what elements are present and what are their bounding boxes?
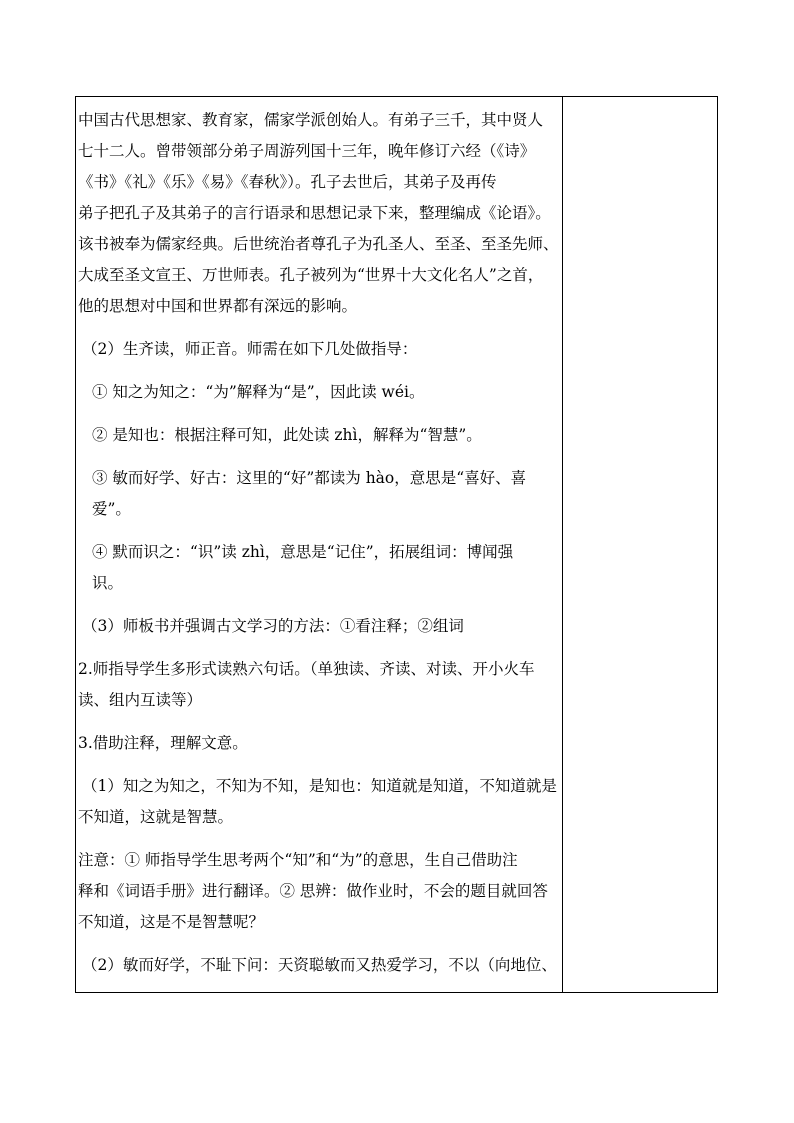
intro-line: 大成至圣文宣王、万世师表。孔子被列为“世界十大文化名人”之首， [78,266,544,284]
attention-line: 不知道，这是不是智慧呢？ [78,913,265,931]
step-2-text: （2）生齐读，师正音。师需在如下几处做指导： [82,340,418,358]
intro-line: 该书被奉为儒家经典。后世统治者尊孔子为孔圣人、至圣、至圣先师、 [78,235,559,253]
note-3-line: ③ 敏而好学、好古：这里的“好”都读为 hào，意思是“喜好、喜 [92,469,527,487]
attention-note [78,845,562,938]
item-2-line: 读、组内互读等） [78,691,203,709]
lesson-content-cell [76,97,563,992]
notes-cell [563,97,717,992]
note-1-text: ① 知之为知之：“为”解释为“是”，因此读 wéi。 [92,383,425,401]
sub-2-text: （2）敏而好学，不耻下问：天资聪敏而又热爱学习，不以（向地位、 [82,956,557,974]
note-3 [78,463,562,525]
step-3-text: （3）师板书并强调古文学习的方法：①看注释；②组词 [82,617,464,635]
intro-line: 弟子把孔子及其弟子的言行语录和思想记录下来，整理编成《论语》。 [78,204,551,222]
intro-paragraph [78,105,562,322]
attention-line: 释和《词语手册》进行翻译。② 思辨：做作业时，不会的题目就回答 [78,882,548,900]
sub-1 [78,771,562,833]
attention-line: 注意：① 师指导学生思考两个“知”和“为”的意思，生自己借助注 [78,851,518,869]
note-4 [78,537,562,599]
lesson-table [75,96,718,993]
item-2-line: 2.师指导学生多形式读熟六句话。（单独读、齐读、对读、开小火车 [78,660,535,678]
intro-line: 《书》《礼》《乐》《易》《春秋》）。孔子去世后，其弟子及再传 [78,173,497,191]
note-2-text: ② 是知也：根据注释可知，此处读 zhì，解释为“智慧”。 [92,426,482,444]
item-2 [78,654,562,716]
note-4-line: 识。 [92,574,124,592]
note-3-line: 爱”。 [92,500,131,518]
sub-1-line: （1）知之为知之，不知为不知，是知也：知道就是知道，不知道就是 [82,777,557,795]
note-4-line: ④ 默而识之：“识”读 zhì，意思是“记住”，拓展组词：博闻强 [92,543,514,561]
intro-line: 他的思想对中国和世界都有深远的影响。 [78,297,358,315]
sub-1-line: 不知道，这就是智慧。 [78,808,234,826]
intro-line: 中国古代思想家、教育家，儒家学派创始人。有弟子三千，其中贤人 [78,111,544,129]
item-3-heading: 3.借助注释，理解文意。 [78,734,248,752]
intro-line: 七十二人。曾带领部分弟子周游列国十三年，晚年修订六经（《诗》 [78,142,536,160]
